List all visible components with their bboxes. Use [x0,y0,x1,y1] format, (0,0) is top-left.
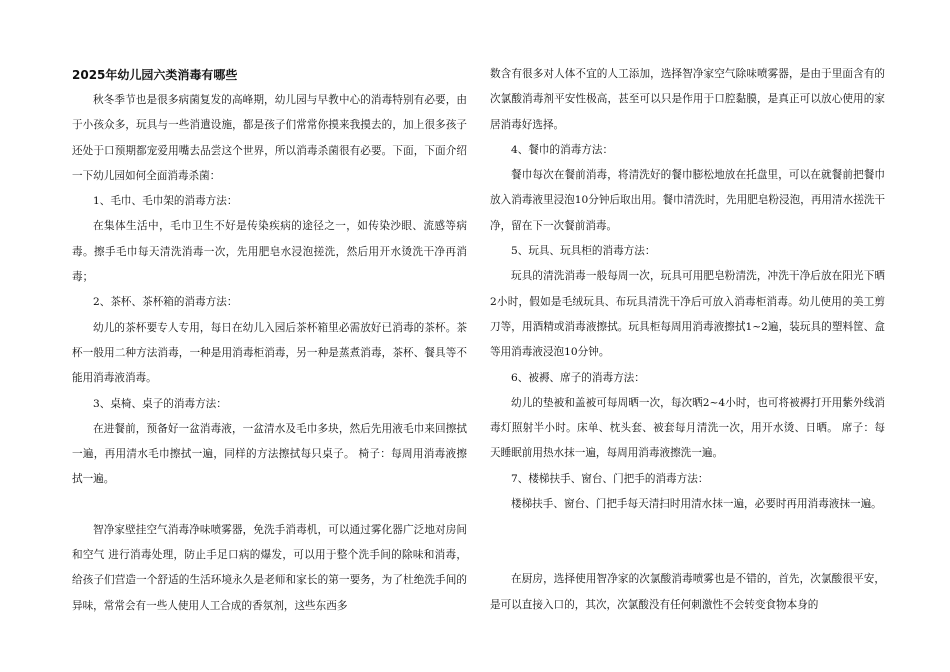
blank-line [490,517,885,567]
right-column [490,62,885,618]
paragraph-handrails: 楼梯扶手、窗台、门把手每天清扫时用清水抹一遍，必要时再用消毒液抹一遍。 [511,498,882,511]
paragraph-sprayer-continued: 数含有很多对人体不宜的人工添加，选择智净家空气除味喷雾器，是由于里面含有的次氯酸消毒剂平安性极高，甚至可以只是作用于口腔黏膜，是真正可以放心使用的家居消毒好选择。 [490,68,885,131]
paragraph-tables: 在进餐前，预备好一盆消毒液，一盆清水及毛巾多块，然后先用液毛巾来回擦拭一遍，再用清水毛巾擦拭一遍，同样的方法擦拭每只桌子。 椅子：每周用消毒液擦拭一遍。 [72,422,467,486]
blank-line [72,493,467,518]
paragraph-towels: 在集体生活中，毛巾卫生不好是传染疾病的途径之一，如传染沙眼、流感等病毒。擦手毛巾每天清洗消毒一次，先用肥皂水浸泡搓洗，然后用开水烫洗干净再消毒； [72,220,467,284]
document-title: 2025年幼儿园六类消毒有哪些 [72,68,238,82]
paragraph-sprayer: 智净家壁挂空气消毒净味喷雾器，免洗手消毒机，可以通过雾化器广泛地对房间和空气 进行消毒处理，防止手足口病的爆发，可以用于整个洗手间的除味和消毒，给孩子们营造一个舒适的生活环境永久是老师和家长的第一要务，为了杜绝洗手间的异味，常常会有一些人使用人工合成的香氛剂，这些东西多 [72,523,467,612]
section-heading-toys: 5、玩具、玩具柜的消毒方法： [511,245,656,258]
section-heading-handrails: 7、楼梯扶手、窗台、门把手的消毒方法： [511,472,709,485]
section-heading-cups: 2、茶杯、茶杯箱的消毒方法： [93,296,238,309]
section-heading-towels: 1、毛巾、毛巾架的消毒方法： [93,195,238,208]
paragraph-toys: 玩具的清洗消毒一般每周一次，玩具可用肥皂粉清洗，冲洗干净后放在阳光下晒2小时，假如是毛绒玩具、布玩具清洗干净后可放入消毒柜消毒。幼儿使用的美工剪刀等，用酒精或消毒液擦拭。玩具柜每周用消毒液擦拭1~2遍，装玩具的塑料筐、盒等用消毒液浸泡10分钟。 [490,270,885,359]
paragraph-cups: 幼儿的茶杯要专人专用，每日在幼儿入园后茶杯箱里必需放好已消毒的茶杯。茶杯一般用二种方法消毒，一种是用消毒柜消毒，另一种是蒸煮消毒，茶杯、餐具等不能用消毒液消毒。 [72,321,467,385]
section-heading-tables: 3、桌椅、桌子的消毒方法： [93,397,227,410]
paragraph-kitchen: 在厨房，选择使用智净家的次氯酸消毒喷雾也是不错的，首先，次氯酸很平安，是可以直接入口的，其次，次氯酸没有任何刺激性不会转变食物本身的 [490,573,885,611]
intro-paragraph: 秋冬季节也是很多病菌复发的高峰期，幼儿园与早教中心的消毒特别有必要，由于小孩众多，玩具与一些消遣设施，都是孩子们常常你摸来我摸去的，加上很多孩子还处于口预期都宠爱用嘴去品尝这个世界，所以消毒杀菌很有必要。下面，下面介绍一下幼儿园如何全面消毒杀菌： [72,94,467,182]
left-column [72,62,467,619]
paragraph-napkins: 餐巾每次在餐前消毒，将清洗好的餐巾膨松地放在托盘里，可以在就餐前把餐巾放入消毒液里浸泡10分钟后取出用。餐巾清洗时，先用肥皂粉浸泡，再用清水搓洗干净，留在下一次餐前消毒。 [490,169,885,232]
section-heading-napkins: 4、餐巾的消毒方法： [511,143,614,156]
section-heading-bedding: 6、被褥、席子的消毒方法： [511,371,645,384]
paragraph-bedding: 幼儿的垫被和盖被可每周晒一次，每次晒2~4小时，也可将被褥打开用紫外线消毒灯照射半小时。床单、枕头套、被套每月清洗一次，用开水烫、日晒。 席子：每天睡眠前用热水抹一遍，每周用消毒液擦洗一遍。 [490,396,885,460]
